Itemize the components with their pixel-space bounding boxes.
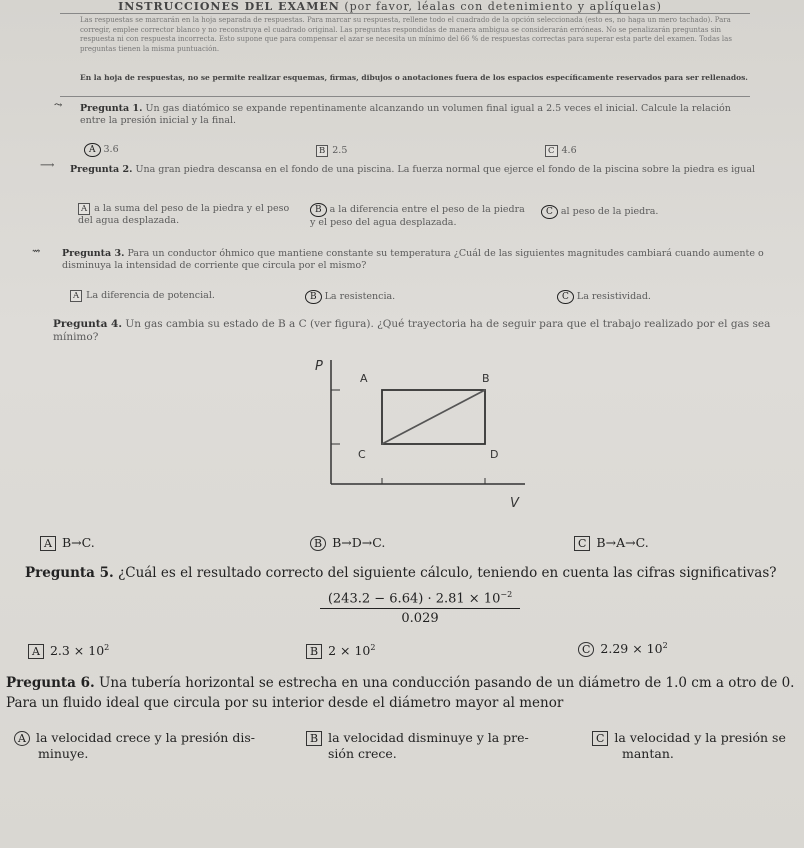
- instructions-rule: [60, 96, 750, 97]
- instructions-header: [70, 0, 710, 13]
- question-4-option-a[interactable]: [40, 535, 95, 551]
- option-letter: B: [306, 731, 322, 746]
- question-5-option-a[interactable]: A $2.3 \times 10^2$: [28, 640, 109, 659]
- option-text-cont: mantan.: [622, 746, 674, 761]
- option-letter: C: [545, 145, 558, 157]
- question-5-option-b[interactable]: B $2 \times 10^2$: [306, 640, 375, 659]
- option-text: 2.3 × 10: [49, 643, 105, 659]
- p-axis-label: P: [315, 359, 323, 374]
- option-letter: C: [541, 205, 558, 219]
- option-letter: C: [578, 642, 594, 657]
- option-letter: C: [574, 536, 590, 551]
- option-letter: A: [14, 731, 30, 746]
- question-6-text-line2: Para un fluido ideal que circula por su interior desde el diámetro mayor al menor: [6, 695, 564, 711]
- pv-diagram: [300, 352, 540, 517]
- handwritten-arrow-icon: ⤳: [54, 100, 63, 111]
- option-text: La resistividad.: [576, 291, 651, 302]
- point-d-label: D: [490, 448, 499, 461]
- handwritten-arrow-icon: ⇝: [32, 246, 41, 257]
- question-3-text: Para un conductor óhmico que mantiene constante su temperatura ¿Cuál de las siguientes magnitudes cambiará cuando aumente o disminuya la intensidad de corriente que circula por el mismo?: [62, 248, 764, 271]
- question-5-option-c[interactable]: C $2.29 \times 10^2$: [578, 638, 668, 657]
- question-6-text: Una tubería horizontal se estrecha en una conducción pasando de un diámetro de 1.0 cm a otro de 0.: [99, 675, 795, 691]
- option-text: 2.29 × 10: [600, 641, 663, 657]
- question-4: [53, 318, 783, 344]
- question-5-text: ¿Cuál es el resultado correcto del siguiente cálculo, teniendo en cuenta las cifras significativas?: [118, 565, 777, 581]
- diagonal-path: [382, 390, 485, 444]
- question-6-option-a[interactable]: [14, 730, 304, 762]
- option-text: la velocidad y la presión se: [614, 730, 786, 745]
- question-5-label: Pregunta 5.: [25, 565, 114, 581]
- point-b-label: B: [482, 372, 490, 385]
- formula: [320, 590, 520, 626]
- option-text: 2.5: [332, 145, 348, 156]
- question-4-text: Un gas cambia su estado de B a C (ver figura). ¿Qué trayectoria ha de seguir para que el trabajo realizado por el gas sea mínimo?: [53, 318, 771, 343]
- handwritten-arrow-icon: ⟶: [40, 160, 55, 171]
- point-c-label: C: [358, 448, 366, 461]
- option-text: La diferencia de potencial.: [86, 290, 215, 301]
- option-letter: A: [28, 644, 44, 659]
- option-text: a la diferencia entre el peso de la piedra y el peso del agua desplazada.: [310, 204, 525, 228]
- instructions-title: INSTRUCCIONES DEL EXAMEN: [118, 0, 340, 13]
- option-letter: A: [40, 536, 56, 551]
- question-3-option-b[interactable]: [305, 290, 395, 304]
- question-6-label: Pregunta 6.: [6, 675, 95, 691]
- option-letter: A: [78, 203, 90, 215]
- question-6: [6, 675, 804, 692]
- option-text: B→D→C.: [332, 535, 386, 550]
- question-5: [25, 565, 795, 582]
- option-text: 2 × 10: [328, 643, 371, 659]
- option-letter: C: [592, 731, 608, 746]
- option-text-cont: minuye.: [38, 746, 89, 761]
- option-letter: B: [305, 290, 322, 304]
- instructions-paragraph-1: Las respuestas se marcarán en la hoja separada de respuestas. Para marcar su respuesta, rellene todo el cuadrado de la opción seleccionada (esto es, no haga un mero tachado). Para corregir, emplee corrector blanco y no reconstruya el cuadrado original. Las preguntas respondidas de manera ambigua se considerarán erróneas. No se penalizarán preguntas sin respuesta ni con respuesta incorrecta. Esto supone que para compensar el azar se necesita un mínimo del 66 % de respuestas correctas para superar esta parte del examen. Todas las preguntas tienen la misma puntuación.: [80, 16, 732, 53]
- instructions-paragraph-2: En la hoja de respuestas, no se permite realizar esquemas, firmas, dibujos o anotaciones fuera de los espacios específicamente reservados para ser rellenados.: [80, 73, 748, 82]
- question-2-option-b[interactable]: [310, 203, 525, 229]
- option-letter: A: [70, 290, 82, 302]
- question-3-label: Pregunta 3.: [62, 248, 125, 259]
- option-letter: C: [557, 290, 574, 304]
- question-1-label: Pregunta 1.: [80, 103, 143, 114]
- question-4-option-c[interactable]: [574, 535, 649, 551]
- option-letter: B: [310, 203, 327, 217]
- option-letter: B: [306, 644, 322, 659]
- formula-numerator: $(243.2 - 6.64) \cdot 2.81 \times 10^{-2}$: [320, 590, 520, 609]
- option-text: 4.6: [561, 145, 577, 156]
- option-text: a la suma del peso de la piedra y el peso del agua desplazada.: [78, 203, 290, 226]
- question-3-option-a[interactable]: [70, 290, 215, 302]
- option-text: La resistencia.: [324, 291, 396, 302]
- point-a-label: A: [360, 372, 368, 385]
- question-2-text: Una gran piedra descansa en el fondo de una piscina. La fuerza normal que ejerce el fondo de la piscina sobre la piedra es igual: [135, 164, 756, 175]
- instructions-subtitle: (por favor, léalas con detenimiento y aplíquelas): [344, 0, 662, 13]
- v-axis-label: V: [510, 496, 519, 511]
- option-letter: B: [316, 145, 328, 157]
- question-2: [70, 164, 760, 176]
- option-text: la velocidad crece y la presión dis-: [35, 730, 255, 745]
- question-3-option-c[interactable]: [557, 290, 651, 304]
- formula-denominator: 0.029: [401, 611, 439, 627]
- option-text: 3.6: [103, 144, 119, 155]
- question-4-option-b[interactable]: [310, 535, 385, 551]
- question-4-label: Pregunta 4.: [53, 318, 122, 330]
- question-1-option-b[interactable]: [316, 145, 347, 157]
- question-1-option-a[interactable]: [84, 143, 119, 157]
- question-6-option-b[interactable]: [306, 730, 566, 762]
- option-text: B→C.: [61, 535, 95, 550]
- option-text: B→A→C.: [596, 535, 649, 550]
- option-text-cont: sión crece.: [328, 746, 397, 761]
- question-6-option-c[interactable]: [592, 730, 804, 762]
- question-2-label: Pregunta 2.: [70, 164, 133, 175]
- question-1-option-c[interactable]: [545, 145, 577, 157]
- question-1-text: Un gas diatómico se expande repentinamente alcanzando un volumen final igual a 2.5 veces el inicial. Calcule la relación entre la presión inicial y la final.: [80, 103, 731, 126]
- option-text: la velocidad disminuye y la pre-: [328, 730, 529, 745]
- question-2-option-c[interactable]: [541, 205, 658, 219]
- header-rule: [60, 13, 750, 14]
- option-letter: A: [84, 143, 101, 157]
- option-text: al peso de la piedra.: [560, 206, 659, 217]
- option-letter: B: [310, 536, 326, 551]
- question-3: [62, 248, 772, 272]
- question-2-option-a[interactable]: [78, 203, 298, 227]
- question-1: [80, 103, 752, 127]
